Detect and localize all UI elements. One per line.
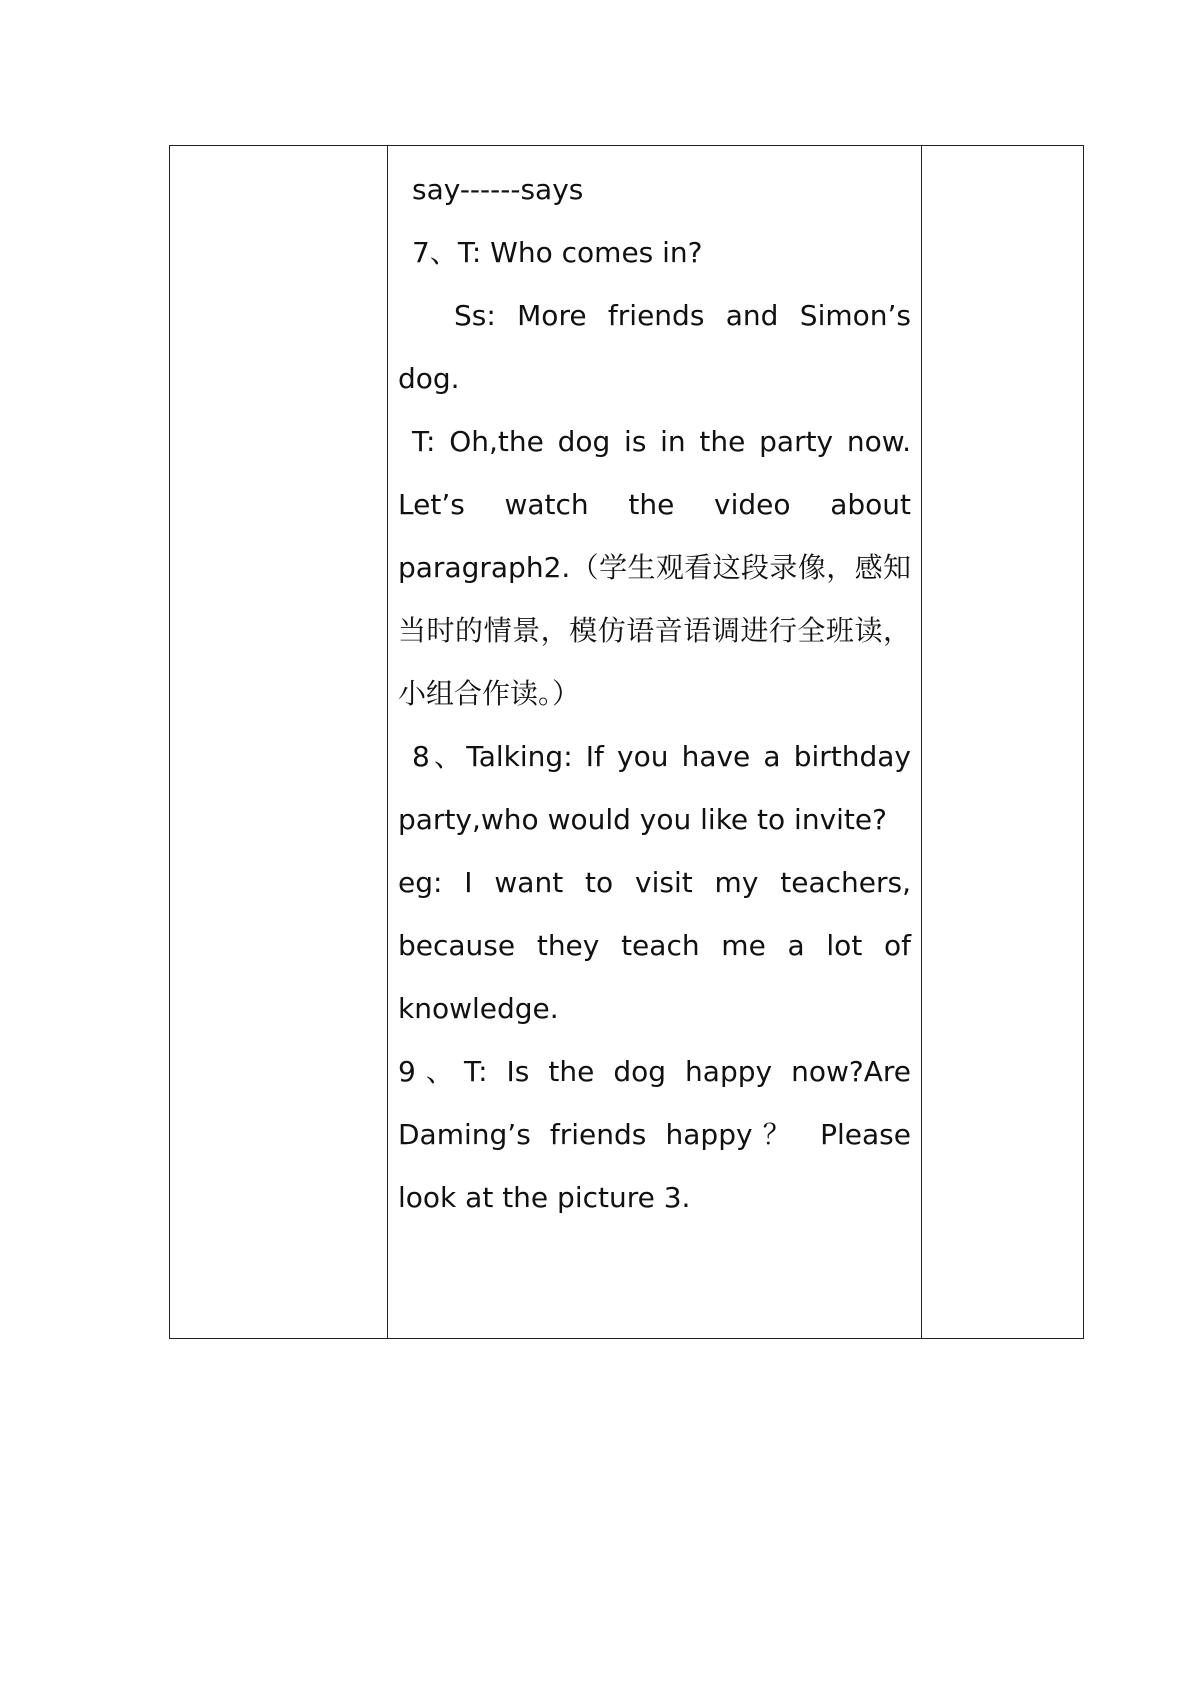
procedure-column-cell [388,146,922,1339]
text-line: 7、T: Who comes in? [412,236,703,269]
procedure-text [388,146,921,1229]
text-line: Ss: More friends and Simon’s [454,299,911,332]
text-line: knowledge. [398,992,559,1025]
text-line: 当时的情景，模仿语音语调进行全班读， [398,614,911,647]
text-line: eg: I want to visit my teachers, [398,866,911,899]
text-line: T: Oh,the dog is in the party now. [412,425,911,458]
text-line: look at the picture 3. [398,1181,691,1214]
text-line: dog. [398,362,460,395]
text-line: party,who would you like to invite? [398,803,888,836]
left-column-cell [170,146,388,1339]
text-line: 8、Talking: If you have a birthday [412,740,911,773]
right-column-cell [922,146,1084,1339]
text-line: say------says [412,173,584,206]
lesson-plan-table [169,145,1084,1339]
text-line: 小组合作读。） [398,677,581,710]
text-line: Daming’s friends happy？ Please [398,1118,911,1151]
text-line: 9、T: Is the dog happy now?Are [398,1055,911,1088]
text-line: Let’s watch the video about [398,488,911,521]
text-line: paragraph2.（学生观看这段录像，感知 [398,551,911,584]
text-line: because they teach me a lot of [398,929,911,962]
table-row [170,146,1084,1339]
